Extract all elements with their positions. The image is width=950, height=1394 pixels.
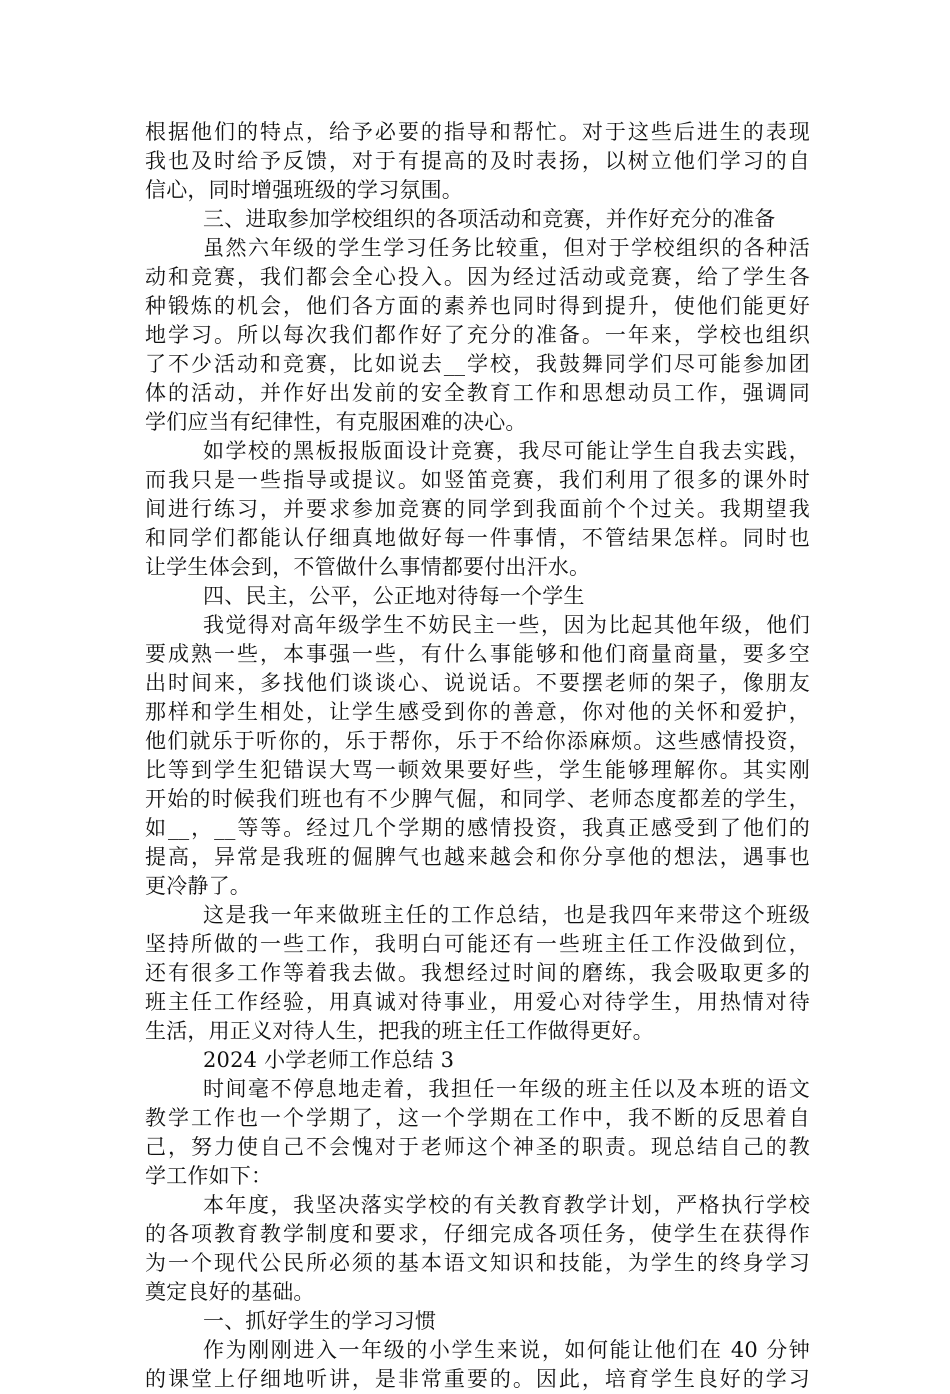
text-line: 信心，同时增强班级的学习氛围。 xyxy=(145,178,463,202)
text-line: 间进行练习，并要求参加竞赛的同学到我面前个个过关。我期望我 xyxy=(145,497,810,521)
text-line: 让学生体会到，不管做什么事情都要付出汗水。 xyxy=(145,555,591,579)
text-line: 要成熟一些，本事强一些，有什么事能够和他们商量商量，要多空 xyxy=(145,642,810,666)
text-line: 作为刚刚进入一年级的小学生来说，如何能让他们在 40 分钟 xyxy=(203,1338,810,1362)
text-line: 体的活动，并作好出发前的安全教育工作和思想动员工作，强调同 xyxy=(145,381,810,405)
text-line: 我觉得对高年级学生不妨民主一些，因为比起其他年级，他们 xyxy=(203,613,810,637)
text-line: 的各项教育教学制度和要求，仔细完成各项任务，使学生在获得作 xyxy=(145,1222,810,1246)
text-line: 教学工作也一个学期了，这一个学期在工作中，我不断的反思着自 xyxy=(145,1106,810,1130)
text-line: 如学校的黑板报版面设计竞赛，我尽可能让学生自我去实践， xyxy=(203,439,810,463)
text-line: 2024 小学老师工作总结 3 xyxy=(203,1048,455,1072)
text-line: 根据他们的特点，给予必要的指导和帮忙。对于这些后进生的表现 xyxy=(145,120,810,144)
text-line: 班主任工作经验，用真诚对待事业，用爱心对待学生，用热情对待 xyxy=(145,990,810,1014)
text-line: 开始的时候我们班也有不少脾气倔，和同学、老师态度都差的学生， xyxy=(145,787,810,811)
text-line: 的课堂上仔细地听讲，是非常重要的。因此，培育学生良好的学习 xyxy=(145,1367,810,1391)
text-line: 坚持所做的一些工作，我明白可能还有一些班主任工作没做到位， xyxy=(145,932,810,956)
text-line: 己，努力使自己不会愧对于老师这个神圣的职责。现总结自己的教 xyxy=(145,1135,810,1159)
text-line: 我也及时给予反馈，对于有提高的及时表扬，以树立他们学习的自 xyxy=(145,149,810,173)
text-line: 本年度，我坚决落实学校的有关教育教学计划，严格执行学校 xyxy=(203,1193,810,1217)
text-line: 学工作如下： xyxy=(145,1164,273,1188)
text-line: 了不少活动和竞赛，比如说去__学校，我鼓舞同学们尽可能参加团 xyxy=(145,352,810,376)
text-line: 而我只是一些指导或提议。如竖笛竞赛，我们利用了很多的课外时 xyxy=(145,468,810,492)
text-line: 虽然六年级的学生学习任务比较重，但对于学校组织的各种活 xyxy=(203,236,810,260)
text-line: 这是我一年来做班主任的工作总结，也是我四年来带这个班级 xyxy=(203,903,810,927)
text-line: 时间毫不停息地走着，我担任一年级的班主任以及本班的语文 xyxy=(203,1077,810,1101)
document-body xyxy=(145,118,810,1394)
text-line: 奠定良好的基础。 xyxy=(145,1280,315,1304)
text-line: 动和竞赛，我们都会全心投入。因为经过活动或竞赛，给了学生各 xyxy=(145,265,810,289)
text-line: 比等到学生犯错误大骂一顿效果要好些，学生能够理解你。其实刚 xyxy=(145,758,810,782)
text-line: 他们就乐于听你的，乐于帮你，乐于不给你添麻烦。这些感情投资， xyxy=(145,729,810,753)
text-line: 学们应当有纪律性，有克服困难的决心。 xyxy=(145,410,527,434)
text-line: 种锻炼的机会，他们各方面的素养也同时得到提升，使他们能更好 xyxy=(145,294,810,318)
text-line: 一、抓好学生的学习习惯 xyxy=(203,1309,437,1333)
text-line: 如__，__等等。经过几个学期的感情投资，我真正感受到了他们的 xyxy=(145,816,810,840)
text-line: 生活，用正义对待人生，把我的班主任工作做得更好。 xyxy=(145,1019,654,1043)
text-line: 三、进取参加学校组织的各项活动和竞赛，并作好充分的准备 xyxy=(203,207,776,231)
text-line: 为一个现代公民所必须的基本语文知识和技能，为学生的终身学习 xyxy=(145,1251,810,1275)
text-line: 出时间来，多找他们谈谈心、说说话。不要摆老师的架子，像朋友 xyxy=(145,671,810,695)
text-line: 提高，异常是我班的倔脾气也越来越会和你分享他的想法，遇事也 xyxy=(145,845,810,869)
text-line: 更冷静了。 xyxy=(145,874,251,898)
text-line: 还有很多工作等着我去做。我想经过时间的磨练，我会吸取更多的 xyxy=(145,961,810,985)
text-line: 四、民主，公平，公正地对待每一个学生 xyxy=(203,584,585,608)
text-line: 地学习。所以每次我们都作好了充分的准备。一年来，学校也组织 xyxy=(145,323,810,347)
text-line: 那样和学生相处，让学生感受到你的善意，你对他的关怀和爱护， xyxy=(145,700,810,724)
text-line: 和同学们都能认仔细真地做好每一件事情，不管结果怎样。同时也 xyxy=(145,526,810,550)
